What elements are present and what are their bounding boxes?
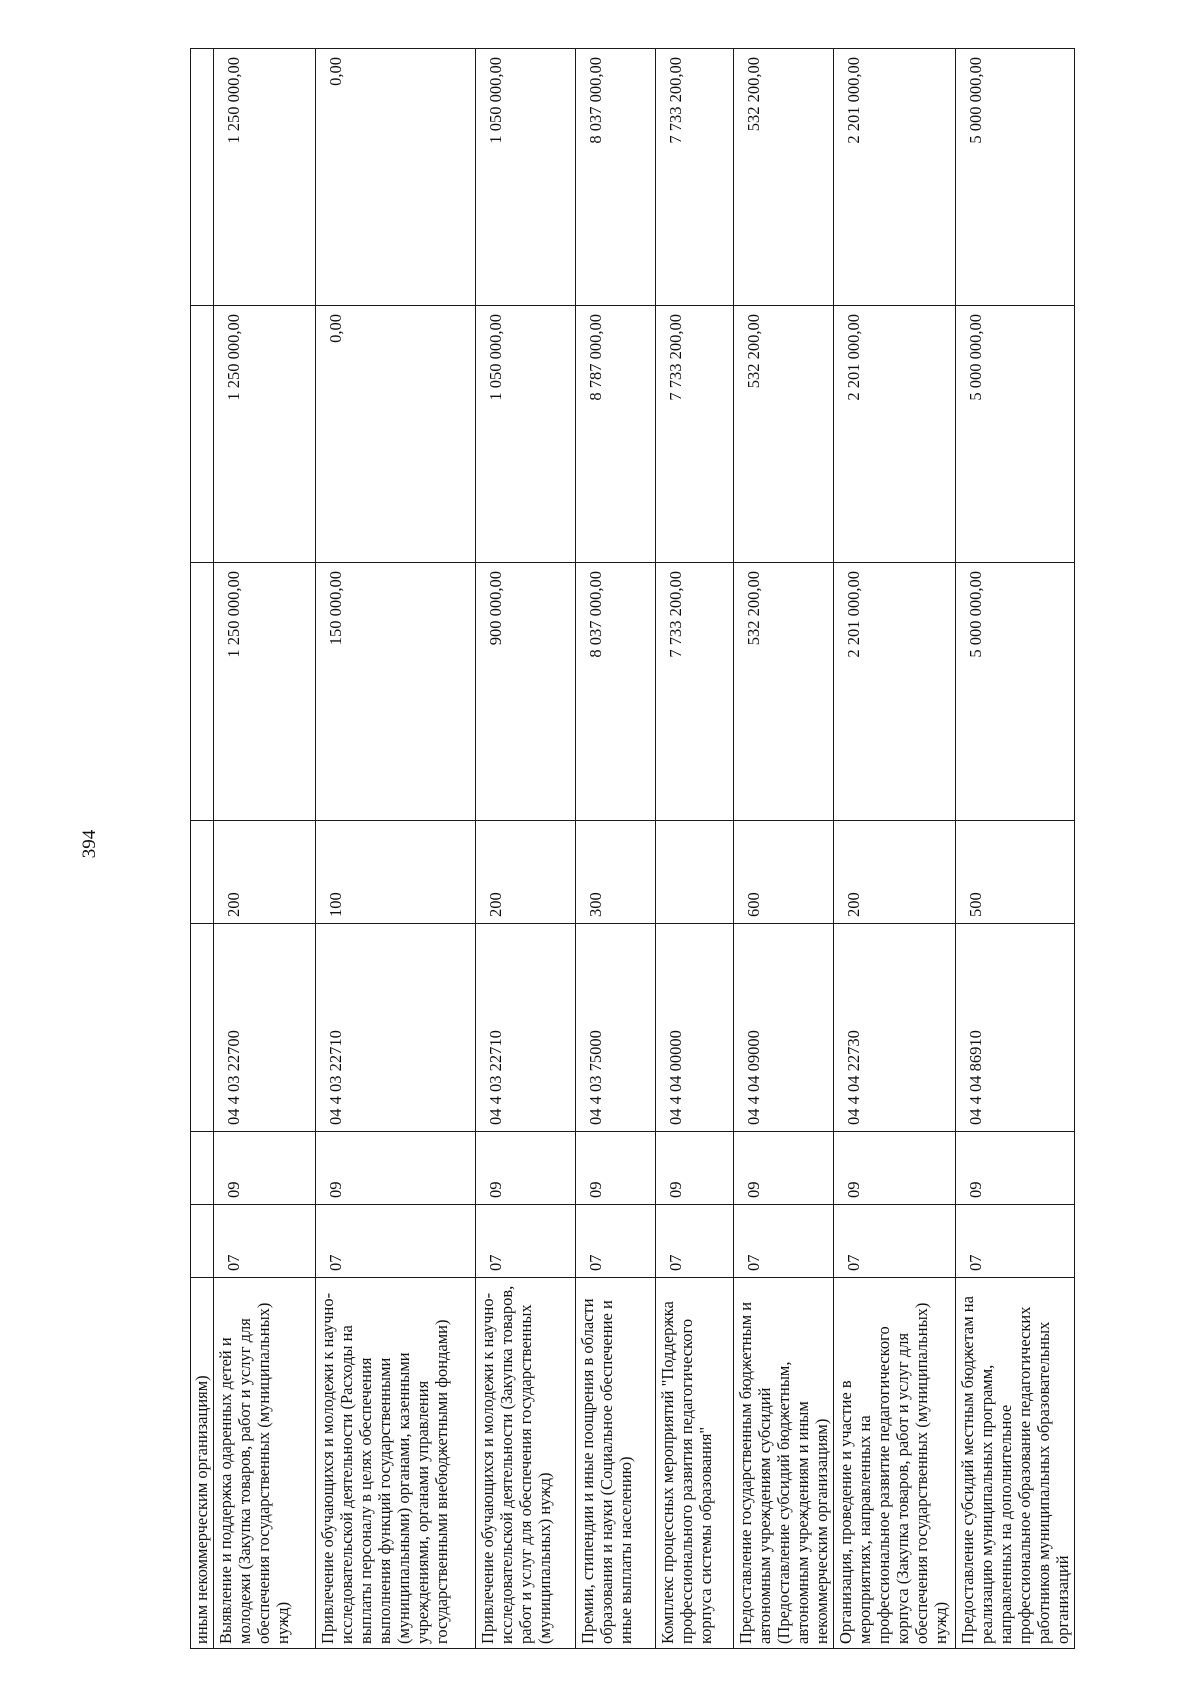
row-sum-3: 1 050 000,00 <box>476 49 576 306</box>
row-section: 07 <box>316 1205 476 1278</box>
table-row <box>956 49 1075 1649</box>
row-sum-2: 1 050 000,00 <box>476 306 576 563</box>
row-sum-1: 2 201 000,00 <box>834 563 956 821</box>
row-description: Предоставление государственным бюджетным и автономным учреждениям субсидий (Предоставление субсидий бюджетным, автономным учреждениям и иным некоммерческим организациям) <box>734 1278 834 1649</box>
row-expense-type: 200 <box>476 821 576 924</box>
row-section: 07 <box>576 1205 656 1278</box>
table-row <box>191 49 214 1649</box>
row-expense-type: 200 <box>214 821 316 924</box>
row-subsection: 09 <box>956 1132 1075 1205</box>
table-row <box>214 49 316 1649</box>
row-description: Привлечение обучающихся и молодежи к научно-исследовательской деятельности (Расходы на выплаты персоналу в целях обеспечения выполнения функций государственными (муниципальными) органами, казенными учреждениями, органами управления государственными внебюджетными фондами) <box>316 1278 476 1649</box>
budget-table <box>190 48 1075 1649</box>
row-sum-1: 150 000,00 <box>316 563 476 821</box>
row-sum-3: 5 000 000,00 <box>956 49 1075 306</box>
row-section: 07 <box>834 1205 956 1278</box>
row-sum-2: 1 250 000,00 <box>214 306 316 563</box>
row-sum-1: 5 000 000,00 <box>956 563 1075 821</box>
row-sum-2: 2 201 000,00 <box>834 306 956 563</box>
row-sum-1 <box>191 563 214 821</box>
row-target-article: 04 4 04 22730 <box>834 924 956 1132</box>
table-row <box>734 49 834 1649</box>
row-sum-2: 5 000 000,00 <box>956 306 1075 563</box>
row-target-article <box>191 924 214 1132</box>
table-row <box>476 49 576 1649</box>
row-sum-2: 8 787 000,00 <box>576 306 656 563</box>
row-subsection: 09 <box>834 1132 956 1205</box>
row-sum-2: 7 733 200,00 <box>656 306 734 563</box>
row-sum-1: 900 000,00 <box>476 563 576 821</box>
rotated-page-content <box>190 49 1100 1649</box>
row-sum-3: 0,00 <box>316 49 476 306</box>
row-description: Предоставление субсидий местным бюджетам на реализацию муниципальных программ, направленных на дополнительное профессиональное образование педагогических работников муниципальных образовательных организаций <box>956 1278 1075 1649</box>
row-description: Выявление и поддержка одаренных детей и молодежи (Закупка товаров, работ и услуг для обеспечения государственных (муниципальных) нужд) <box>214 1278 316 1649</box>
table-row <box>316 49 476 1649</box>
row-sum-3: 2 201 000,00 <box>834 49 956 306</box>
row-expense-type: 600 <box>734 821 834 924</box>
row-target-article: 04 4 03 22700 <box>214 924 316 1132</box>
row-description: Привлечение обучающихся и молодежи к научно-исследовательской деятельности (Закупка товаров, работ и услуг для обеспечения государственных (муниципальных) нужд) <box>476 1278 576 1649</box>
row-target-article: 04 4 04 00000 <box>656 924 734 1132</box>
row-section: 07 <box>734 1205 834 1278</box>
row-description: Премии, стипендии и иные поощрения в области образования и науки (Социальное обеспечение и иные выплаты населению) <box>576 1278 656 1649</box>
row-target-article: 04 4 04 09000 <box>734 924 834 1132</box>
row-sum-3 <box>191 49 214 306</box>
row-expense-type: 100 <box>316 821 476 924</box>
row-sum-1: 7 733 200,00 <box>656 563 734 821</box>
row-target-article: 04 4 03 75000 <box>576 924 656 1132</box>
row-sum-2: 532 200,00 <box>734 306 834 563</box>
row-description: иным некоммерческим организациям) <box>191 1278 214 1649</box>
row-sum-1: 532 200,00 <box>734 563 834 821</box>
row-section: 07 <box>476 1205 576 1278</box>
row-sum-3: 532 200,00 <box>734 49 834 306</box>
row-expense-type <box>656 821 734 924</box>
row-section <box>191 1205 214 1278</box>
page-number: 394 <box>79 829 100 859</box>
row-section: 07 <box>214 1205 316 1278</box>
row-sum-1: 8 037 000,00 <box>576 563 656 821</box>
row-sum-2: 0,00 <box>316 306 476 563</box>
row-description: Организация, проведение и участие в мероприятиях, направленных на профессиональное развитие педагогического корпуса (Закупка товаров, работ и услуг для обеспечения государственных (муниципальных) нужд) <box>834 1278 956 1649</box>
table-row <box>834 49 956 1649</box>
row-subsection: 09 <box>656 1132 734 1205</box>
row-target-article: 04 4 04 86910 <box>956 924 1075 1132</box>
row-expense-type: 500 <box>956 821 1075 924</box>
row-subsection: 09 <box>734 1132 834 1205</box>
row-section: 07 <box>956 1205 1075 1278</box>
row-subsection: 09 <box>316 1132 476 1205</box>
row-sum-2 <box>191 306 214 563</box>
row-expense-type: 200 <box>834 821 956 924</box>
row-expense-type: 300 <box>576 821 656 924</box>
row-sum-3: 1 250 000,00 <box>214 49 316 306</box>
table-row <box>576 49 656 1649</box>
row-subsection: 09 <box>576 1132 656 1205</box>
row-description: Комплекс процессных мероприятий "Поддержка профессионального развития педагогического корпуса системы образования" <box>656 1278 734 1649</box>
row-expense-type <box>191 821 214 924</box>
table-row <box>656 49 734 1649</box>
row-subsection: 09 <box>214 1132 316 1205</box>
row-subsection <box>191 1132 214 1205</box>
row-target-article: 04 4 03 22710 <box>476 924 576 1132</box>
row-sum-1: 1 250 000,00 <box>214 563 316 821</box>
row-sum-3: 8 037 000,00 <box>576 49 656 306</box>
row-target-article: 04 4 03 22710 <box>316 924 476 1132</box>
row-subsection: 09 <box>476 1132 576 1205</box>
row-sum-3: 7 733 200,00 <box>656 49 734 306</box>
row-section: 07 <box>656 1205 734 1278</box>
